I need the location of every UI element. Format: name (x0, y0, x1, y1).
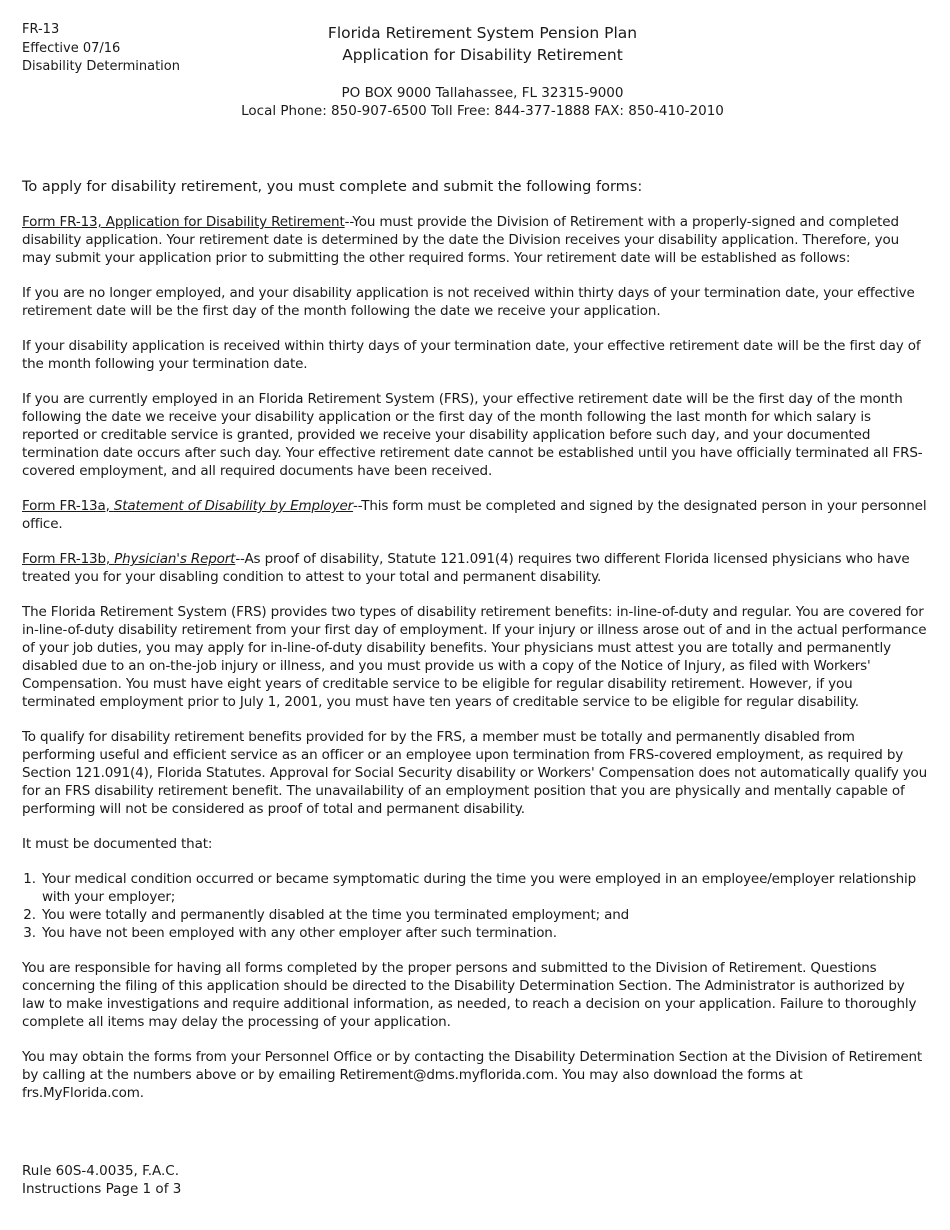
intro-paragraph: To apply for disability retirement, you must complete and submit the following forms: (22, 179, 643, 195)
list-item: 2. You were totally and permanently disabled at the time you terminated employment; and (40, 906, 928, 924)
qualify-paragraph: To qualify for disability retirement benefits provided for by the FRS, a member must be totally and permanently disabled from performing useful and efficient service as an officer or an employee upon termination from FRS-covered employment, as required by Section 121.091(4), Florida Statutes. Approval for Social Security disability or Workers' Compensation does not automatically qualify you for an FRS disability retirement benefit. The unavailability of an employment position that you are physically and mentally capable of performing will not be considered as proof of total and permanent disability. (22, 729, 928, 817)
effective-date: Effective 07/16 (22, 40, 121, 56)
mailing-address: PO BOX 9000 Tallahassee, FL 32315-9000 (341, 85, 624, 101)
fr13b-paragraph (22, 550, 928, 586)
instructions-body (22, 178, 928, 1119)
currently-employed-paragraph: If you are currently employed in an Florida Retirement System (FRS), your effective retirement date will be the first day of the month following the date we receive your disability application or the first day of the month following the last month for which salary is reported or creditable service is granted, provided we receive your disability application before such day, and your documented termination date occurs after such day. Your effective retirement date cannot be established until you have officially terminated all FRS-covered employment, and all required documents have been received. (22, 391, 923, 479)
documented-paragraph: It must be documented that: (22, 836, 213, 852)
document-header (0, 22, 950, 120)
fr13-text: --You must provide the Division of Retirement with a properly-signed and completed disability application. Your retirement date is determined by the date the Division receives your disability application. Therefore, you may submit your application prior to submitting the other required forms. Your retirement date will be established as follows: (22, 214, 900, 266)
fr13a-prefix: Form FR-13a, (22, 498, 114, 514)
obtain-forms-paragraph: You may obtain the forms from your Personnel Office or by contacting the Disability Determination Section at the Division of Retirement by calling at the numbers above or by emailing Retirement@dms.myflorida.com. You may also download the forms at frs.MyFlorida.com. (22, 1049, 923, 1101)
fr13b-prefix: Form FR-13b, (22, 551, 115, 567)
document-title: Florida Retirement System Pension Plan (327, 24, 638, 42)
requirements-list (22, 870, 928, 942)
form-section: Disability Determination (22, 59, 180, 74)
responsibility-paragraph: You are responsible for having all forms completed by the proper persons and submitted to the Division of Retirement. Questions concerning the filing of this application should be directed to the Disability Determination Section. The Administrator is authorized by law to make investigations and require additional information, as needed, to reach a decision on your application. Failure to thoroughly complete all items may delay the processing of your application. (22, 960, 917, 1030)
page-footer (22, 1162, 181, 1198)
fr13a-text: --This form must be completed and signed by the designated person in your personnel office. (22, 498, 927, 532)
benefit-types-paragraph: The Florida Retirement System (FRS) provides two types of disability retirement benefits: in-line-of-duty and regular. You are covered for in-line-of-duty disability retirement from your first day of employment. If your injury or illness arose out of and in the actual performance of your job duties, you may apply for in-line-of-duty disability benefits. Your physicians must attest you are totally and permanently disabled due to an on-the-job injury or illness, and you must provide us with a copy of the Notice of Injury, as filed with Workers' Compensation. You must have eight years of creditable service to be eligible for regular disability retirement. However, if you terminated employment prior to July 1, 2001, you must have ten years of creditable service to be eligible for regular disability. (22, 604, 927, 710)
rule-citation: Rule 60S-4.0035, F.A.C. (22, 1163, 180, 1179)
fr13-title: Form FR-13, Application for Disability Retirement (22, 214, 345, 230)
list-item: 1. Your medical condition occurred or became symptomatic during the time you were employed in an employee/employer relationship with your employer; (40, 870, 928, 906)
fr13b-text: --As proof of disability, Statute 121.091(4) requires two different Florida licensed physicians who have treated you for your disabling condition to attest to your total and permanent disability. (22, 551, 910, 585)
document-subtitle: Application for Disability Retirement (342, 46, 623, 64)
within-thirty-days-paragraph: If your disability application is received within thirty days of your termination date, your effective retirement date will be the first day of the month following your termination date. (22, 338, 921, 372)
fr13a-title: Statement of Disability by Employer (113, 498, 354, 514)
no-longer-employed-paragraph: If you are no longer employed, and your disability application is not received within thirty days of your termination date, your effective retirement date will be the first day of the month following the date we receive your application. (22, 285, 915, 319)
page-number: Instructions Page 1 of 3 (22, 1181, 182, 1197)
form-code: FR-13 (22, 22, 60, 37)
list-item: 3. You have not been employed with any other employer after such termination. (40, 924, 928, 942)
fr13-paragraph (22, 213, 928, 267)
fr13a-paragraph (22, 497, 928, 533)
fr13b-title: Physician's Report (114, 551, 236, 567)
contact-phones: Local Phone: 850-907-6500 Toll Free: 844-377-1888 FAX: 850-410-2010 (241, 103, 724, 119)
